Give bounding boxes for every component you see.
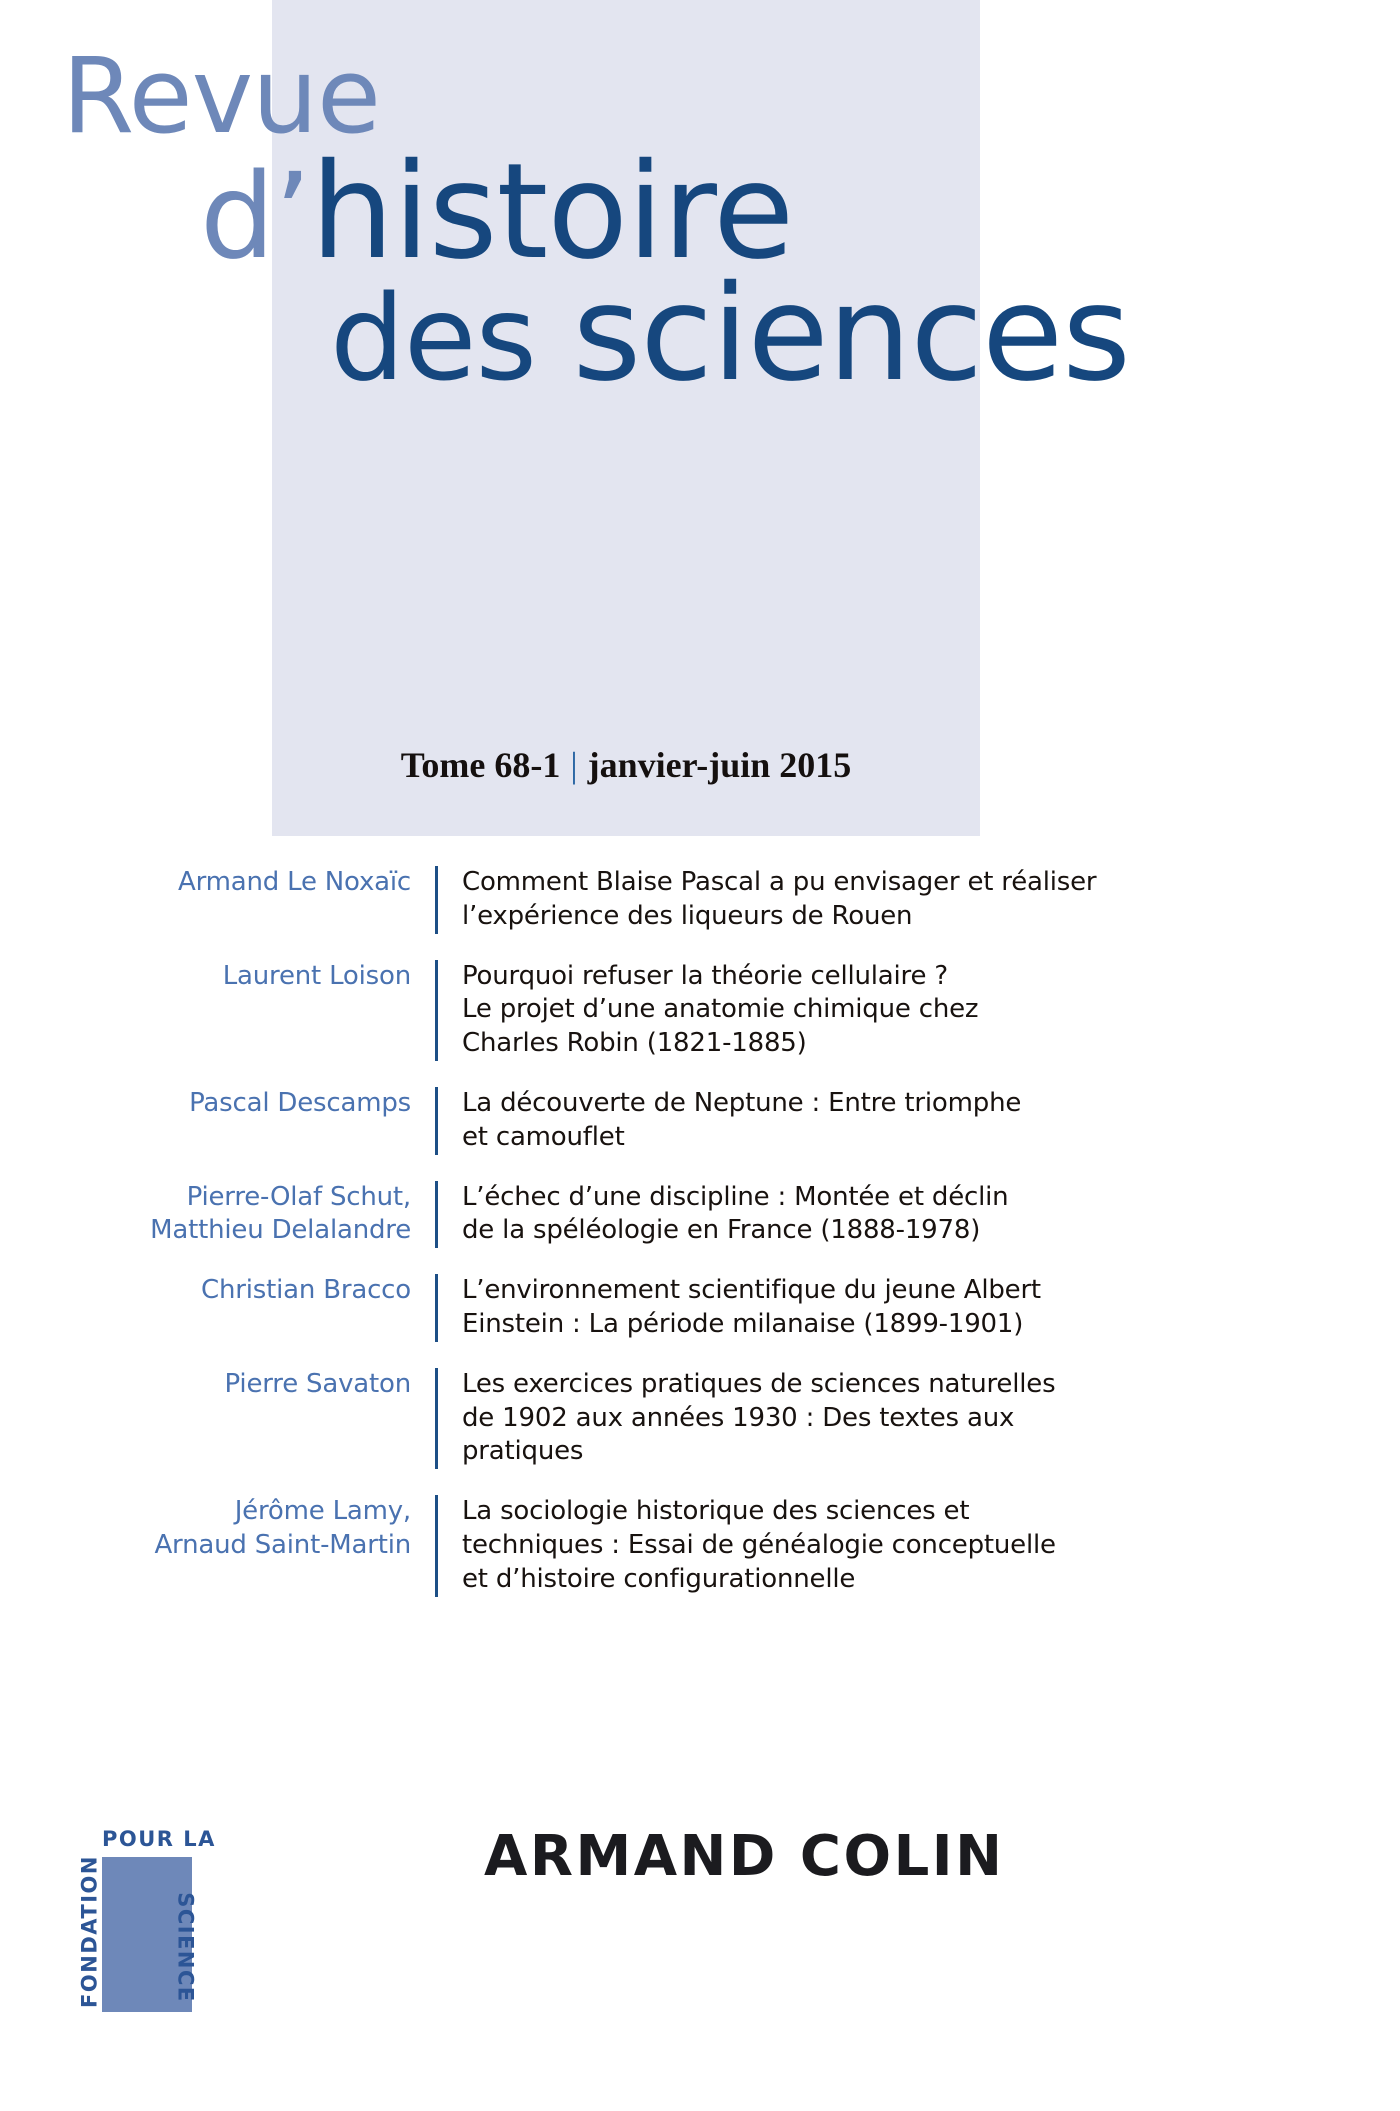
masthead (0, 0, 1330, 560)
toc-entry[interactable] (100, 1274, 1220, 1342)
toc-author-line: Armand Le Noxaïc (177, 867, 411, 897)
toc-entry-title (438, 1495, 1056, 1596)
toc-entry-title (438, 1274, 1041, 1342)
masthead-token-sciences: sciences (572, 257, 1130, 411)
toc-entry-title (438, 1087, 1021, 1155)
toc-title-line: Einstein : La période milanaise (1899-1901) (462, 1308, 1024, 1339)
toc-entry[interactable] (100, 1368, 1220, 1469)
toc-author-line: Arnaud Saint-Martin (154, 1529, 411, 1560)
toc-entry-authors (100, 1274, 435, 1308)
toc-author-line: Christian Bracco (201, 1275, 411, 1306)
toc-title-line: et camouflet (462, 1121, 625, 1152)
masthead-line-des-sciences (330, 257, 1130, 411)
toc-entry[interactable] (100, 1181, 1220, 1249)
toc-title-line: Charles Robin (1821-1885) (462, 1028, 807, 1059)
toc-entry-authors (100, 1181, 435, 1249)
toc-author-line: Pierre Savaton (224, 1368, 411, 1399)
toc-entry-authors (100, 1087, 435, 1121)
toc-entry-title (438, 1181, 1008, 1249)
fondation-logo-text-pour-la: POUR LA (102, 1827, 216, 1851)
toc-title-line: techniques : Essai de généalogie conceptuelle (462, 1529, 1056, 1560)
toc-entry[interactable] (100, 960, 1220, 1061)
issue-separator: | (570, 745, 578, 785)
toc-entry-title (438, 866, 1096, 934)
toc-author-line: Jérôme Lamy, (234, 1496, 411, 1527)
toc-title-line: Le projet d’une anatomie chimique chez (462, 994, 979, 1025)
toc-entry-authors (100, 960, 435, 994)
toc-title-line: Les exercices pratiques de sciences naturelles (462, 1368, 1056, 1399)
toc-entry-authors (100, 866, 435, 900)
fondation-logo-text-science: SCIENCE (173, 1892, 198, 2003)
issue-volume: Tome 68-1 (400, 745, 561, 785)
armand-colin-publisher-logo: ARMAND COLIN (484, 1824, 1005, 1889)
table-of-contents (100, 866, 1220, 1623)
toc-title-line: L’échec d’une discipline : Montée et déclin (462, 1181, 1009, 1212)
fondation-pour-la-science-logo (50, 1825, 236, 2021)
toc-title-line: l’expérience des liqueurs de Rouen (462, 900, 913, 931)
masthead-line-revue: Revue (62, 35, 381, 157)
masthead-token-histoire: histoire (310, 135, 794, 289)
toc-author-line: Laurent Loison (222, 960, 411, 991)
cover-footer (0, 1800, 1400, 2060)
toc-title-line: La sociologie historique des sciences et (462, 1496, 970, 1527)
fondation-logo-text-fondation: FONDATION (77, 1855, 102, 2008)
toc-entry-title (438, 1368, 1055, 1469)
toc-title-line: L’environnement scientifique du jeune Albert (462, 1275, 1041, 1306)
toc-entry[interactable] (100, 1087, 1220, 1155)
toc-author-line: Pierre-Olaf Schut, (186, 1181, 411, 1212)
toc-entry-title (438, 960, 978, 1061)
toc-title-line: Comment Blaise Pascal a pu envisager et réaliser (462, 867, 1097, 897)
issue-dates: janvier-juin 2015 (587, 745, 852, 785)
toc-title-line: Pourquoi refuser la théorie cellulaire ? (462, 960, 948, 991)
toc-title-line: La découverte de Neptune : Entre triomphe (462, 1087, 1022, 1118)
masthead-token-d: d’ (200, 147, 311, 285)
toc-title-line: pratiques (462, 1436, 584, 1467)
toc-entry[interactable] (100, 866, 1220, 934)
toc-entry-authors (100, 1495, 435, 1563)
toc-entry[interactable] (100, 1495, 1220, 1596)
masthead-token-des: des (330, 269, 573, 407)
toc-title-line: de 1902 aux années 1930 : Des textes aux (462, 1402, 1015, 1433)
toc-author-line: Matthieu Delalandre (150, 1215, 411, 1246)
toc-title-line: de la spéléologie en France (1888-1978) (462, 1215, 981, 1246)
toc-title-line: et d’histoire configurationnelle (462, 1563, 856, 1594)
issue-line (272, 744, 980, 786)
toc-entry-authors (100, 1368, 435, 1402)
toc-author-line: Pascal Descamps (189, 1087, 411, 1118)
